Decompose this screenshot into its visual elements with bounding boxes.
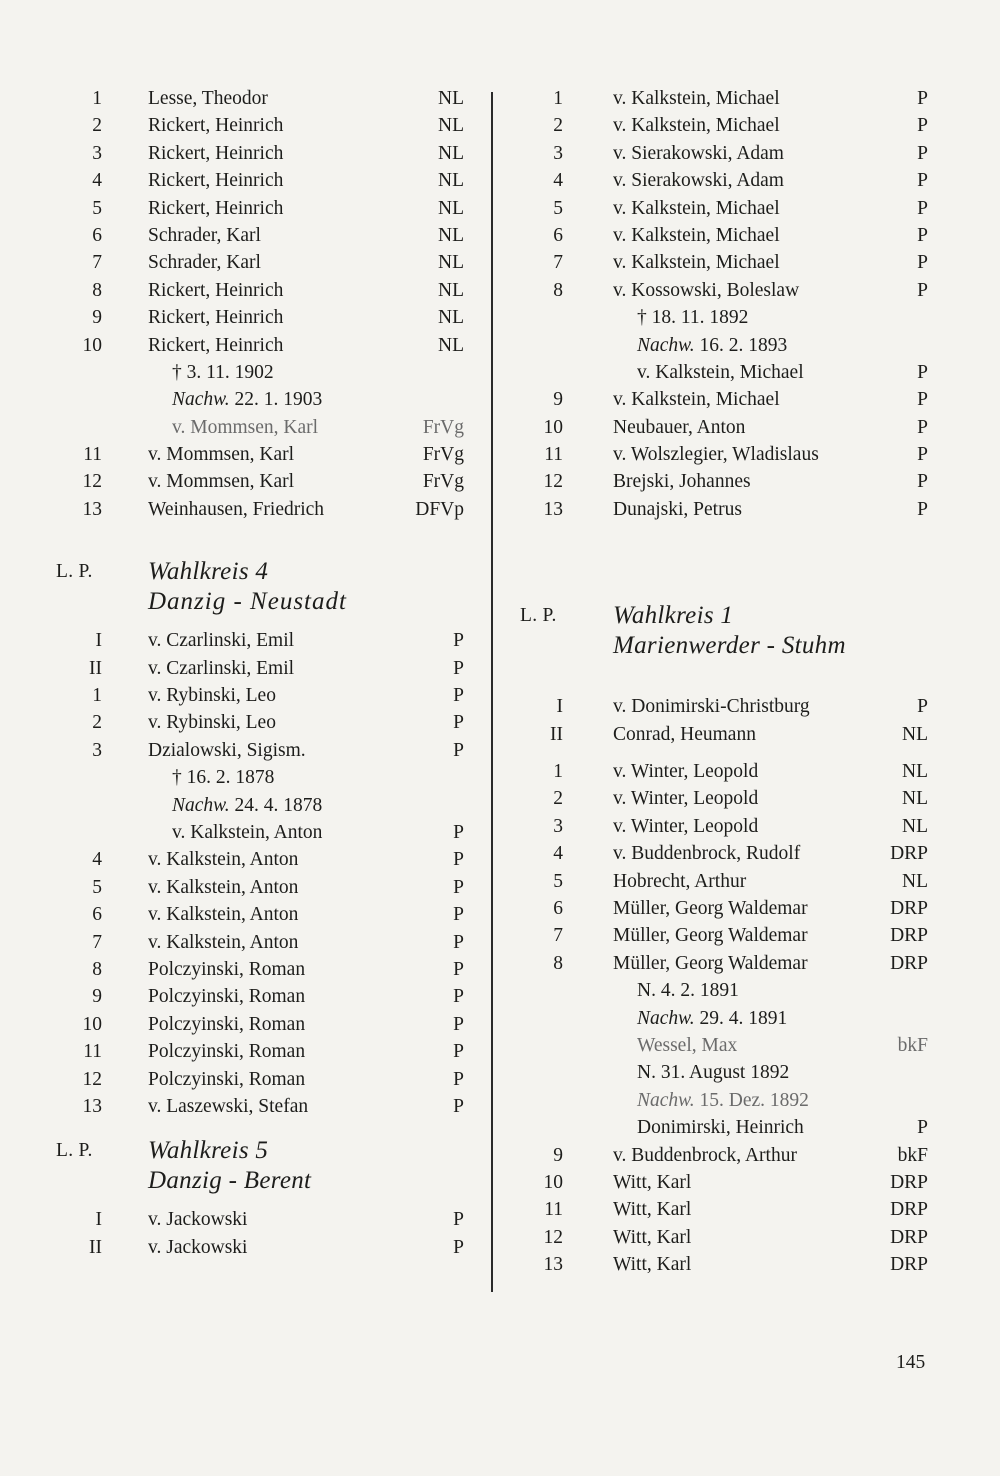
table-row: [495, 693, 1000, 720]
table-row: [495, 868, 1000, 895]
row-number: 12: [82, 471, 102, 493]
deputy-name: v. Mommsen, Karl: [148, 444, 295, 466]
nachwahl-row: v. Mommsen, Karl FrVg: [172, 416, 464, 438]
party-label: P: [917, 416, 928, 438]
wahlkreis-5-list: [0, 1206, 490, 1261]
party-label: P: [453, 904, 464, 926]
party-label: P: [453, 657, 464, 679]
party-label: P: [917, 498, 928, 520]
table-row: [495, 195, 1000, 222]
neuwahl-note-1: N. 4. 2. 1891: [637, 980, 739, 1002]
deputy-name: Rickert, Heinrich: [148, 115, 284, 137]
deputy-name: v. Laszewski, Stefan: [148, 1095, 309, 1117]
row-number: 4: [553, 843, 563, 865]
death-note-right: † 18. 11. 1892: [637, 307, 749, 329]
deputy-name: Neubauer, Anton: [613, 416, 746, 438]
party-label: bkF: [897, 1144, 928, 1166]
row-number: 7: [92, 931, 102, 953]
nachwahl-row-2: Donimirski, Heinrich P: [637, 1117, 928, 1139]
table-row: [495, 222, 1000, 249]
party-label: DRP: [890, 843, 928, 865]
deputy-name: Weinhausen, Friedrich: [148, 498, 325, 520]
row-number: I: [556, 696, 563, 718]
party-label: P: [453, 1041, 464, 1063]
table-row: [0, 441, 490, 468]
table-row: [495, 1142, 1000, 1169]
table-row: [0, 655, 490, 682]
row-number: 1: [553, 761, 563, 783]
party-label: P: [453, 958, 464, 980]
row-number: 11: [544, 1199, 563, 1221]
party-label: NL: [902, 815, 928, 837]
left-top-list-2: [0, 441, 490, 523]
row-number: 9: [92, 307, 102, 329]
table-row: [495, 1169, 1000, 1196]
party-label: NL: [902, 761, 928, 783]
party-label: NL: [438, 224, 464, 246]
wahlkreis-4-heading: L. P. Wahlkreis 4: [56, 558, 269, 586]
party-label: P: [917, 252, 928, 274]
party-label: NL: [438, 279, 464, 301]
party-label: NL: [438, 115, 464, 137]
wahlkreis-1-heading: L. P. Wahlkreis 1: [520, 602, 734, 630]
party-label: NL: [438, 334, 464, 356]
party-label: DRP: [890, 952, 928, 974]
party-label: FrVg: [422, 444, 464, 466]
table-row: [495, 441, 1000, 468]
deputy-name: Rickert, Heinrich: [148, 279, 284, 301]
deputy-name: Müller, Georg Waldemar: [613, 925, 808, 947]
deputy-name: v. Czarlinski, Emil: [148, 657, 295, 679]
party-label: P: [917, 279, 928, 301]
left-column: [0, 85, 490, 1261]
row-number: 3: [553, 815, 563, 837]
row-number: 13: [543, 498, 563, 520]
party-label: NL: [438, 307, 464, 329]
table-row: [495, 813, 1000, 840]
table-row: [0, 983, 490, 1010]
deputy-name: Conrad, Heumann: [613, 723, 756, 745]
party-label: P: [453, 931, 464, 953]
wahlkreis-1-list-a: [495, 693, 1000, 748]
table-row: [0, 709, 490, 736]
nachwahl-note-2: Nachw. 15. Dez. 1892: [637, 1089, 809, 1111]
nachwahl-note-wk4: Nachw. 24. 4. 1878: [172, 794, 323, 816]
table-row: [0, 846, 490, 873]
party-label: P: [453, 1095, 464, 1117]
row-number: 6: [92, 224, 102, 246]
party-label: P: [917, 115, 928, 137]
party-label: NL: [438, 142, 464, 164]
row-number: 2: [92, 115, 102, 137]
deputy-name: Rickert, Heinrich: [148, 197, 284, 219]
row-number: I: [95, 1209, 102, 1231]
deputy-name: v. Mommsen, Karl: [148, 471, 295, 493]
party-label: P: [917, 88, 928, 109]
row-number: 2: [92, 712, 102, 734]
table-row: [0, 140, 490, 167]
wahlkreis-5-heading: L. P. Wahlkreis 5: [56, 1137, 269, 1165]
row-number: 4: [92, 170, 102, 192]
party-label: DRP: [890, 925, 928, 947]
deputy-name: Polczyinski, Roman: [148, 1013, 306, 1035]
deputy-name: v. Wolszlegier, Wladislaus: [613, 444, 819, 466]
party-label: P: [917, 389, 928, 411]
wahlkreis-1-list-c: [495, 1142, 1000, 1279]
row-number: II: [89, 1236, 102, 1258]
table-row: [495, 922, 1000, 949]
party-label: P: [453, 685, 464, 707]
death-note-wk4: † 16. 2. 1878: [172, 767, 275, 789]
wahlkreis-4-list-a: [0, 627, 490, 764]
row-number: 8: [92, 279, 102, 301]
table-row: [0, 195, 490, 222]
row-number: 5: [92, 876, 102, 898]
table-row: [0, 1066, 490, 1093]
party-label: DRP: [890, 1199, 928, 1221]
row-number: 9: [553, 389, 563, 411]
wahlkreis-5-subtitle: Danzig - Berent: [148, 1167, 312, 1195]
deputy-name: v. Kalkstein, Anton: [148, 849, 299, 871]
party-label: NL: [438, 170, 464, 192]
row-number: 8: [553, 952, 563, 974]
deputy-name: Polczyinski, Roman: [148, 986, 306, 1008]
table-row: [495, 386, 1000, 413]
neuwahl-note-2: N. 31. August 1892: [637, 1062, 790, 1084]
row-number: 10: [543, 416, 563, 438]
deputy-name: Witt, Karl: [613, 1199, 692, 1221]
row-number: 7: [553, 252, 563, 274]
deputy-name: Dzialowski, Sigism.: [148, 739, 306, 761]
left-top-list: [0, 85, 490, 359]
party-label: P: [453, 1209, 464, 1231]
table-row: [495, 167, 1000, 194]
table-row: [495, 140, 1000, 167]
wahlkreis-1-subtitle: Marienwerder - Stuhm: [613, 632, 846, 660]
table-row: [495, 895, 1000, 922]
table-row: [495, 758, 1000, 785]
deputy-name: Brejski, Johannes: [613, 471, 751, 493]
deputy-name: Hobrecht, Arthur: [613, 870, 747, 892]
deputy-name: v. Kalkstein, Michael: [613, 224, 780, 246]
table-row: [495, 1224, 1000, 1251]
death-note: † 3. 11. 1902: [172, 361, 274, 383]
table-row: [0, 332, 490, 359]
table-row: [495, 468, 1000, 495]
wahlkreis-4-subtitle: Danzig - Neustadt: [148, 588, 347, 616]
row-number: 1: [553, 88, 563, 109]
deputy-name: Lesse, Theodor: [148, 88, 268, 109]
deputy-name: Rickert, Heinrich: [148, 334, 284, 356]
party-label: DRP: [890, 897, 928, 919]
row-number: 13: [543, 1254, 563, 1276]
table-row: [0, 222, 490, 249]
deputy-name: v. Kossowski, Boleslaw: [613, 279, 800, 301]
party-label: P: [453, 712, 464, 734]
party-label: P: [453, 986, 464, 1008]
table-row: [0, 1234, 490, 1261]
party-label: P: [453, 1236, 464, 1258]
deputy-name: v. Rybinski, Leo: [148, 712, 276, 734]
deputy-name: v. Winter, Leopold: [613, 761, 759, 783]
deputy-name: v. Jackowski: [148, 1209, 248, 1231]
right-top-list-2: [495, 386, 1000, 523]
deputy-name: v. Czarlinski, Emil: [148, 630, 295, 652]
row-number: 5: [553, 197, 563, 219]
table-row: [495, 785, 1000, 812]
deputy-name: Witt, Karl: [613, 1254, 692, 1276]
row-number: 9: [92, 986, 102, 1008]
deputy-name: v. Kalkstein, Anton: [148, 876, 299, 898]
row-number: 3: [92, 739, 102, 761]
row-number: 12: [543, 1226, 563, 1248]
party-label: NL: [438, 252, 464, 274]
nachwahl-note: Nachw. 22. 1. 1903: [172, 389, 323, 411]
party-label: P: [453, 876, 464, 898]
row-number: 3: [92, 142, 102, 164]
row-number: II: [550, 723, 563, 745]
deputy-name: v. Buddenbrock, Rudolf: [613, 843, 801, 865]
deputy-name: v. Kalkstein, Anton: [148, 931, 299, 953]
table-row: [0, 1011, 490, 1038]
row-number: 7: [92, 252, 102, 274]
deputy-name: v. Kalkstein, Michael: [613, 389, 780, 411]
party-label: NL: [438, 197, 464, 219]
deputy-name: Polczyinski, Roman: [148, 958, 306, 980]
row-number: 2: [553, 788, 563, 810]
row-number: 3: [553, 142, 563, 164]
deputy-name: Polczyinski, Roman: [148, 1068, 306, 1090]
row-number: 11: [83, 1041, 102, 1063]
party-label: FrVg: [422, 471, 464, 493]
row-number: I: [95, 630, 102, 652]
row-number: 2: [553, 115, 563, 137]
wahlkreis-1-list-b: [495, 758, 1000, 977]
row-number: 11: [544, 444, 563, 466]
row-number: 8: [553, 279, 563, 301]
row-number: 13: [82, 498, 102, 520]
row-number: 10: [82, 334, 102, 356]
table-row: [0, 496, 490, 523]
table-row: [0, 901, 490, 928]
deputy-name: Rickert, Heinrich: [148, 142, 284, 164]
table-row: [0, 627, 490, 654]
table-row: [0, 304, 490, 331]
deputy-name: Rickert, Heinrich: [148, 170, 284, 192]
party-label: P: [917, 197, 928, 219]
party-label: DRP: [890, 1254, 928, 1276]
row-number: 12: [82, 1068, 102, 1090]
deputy-name: v. Winter, Leopold: [613, 788, 759, 810]
party-label: P: [917, 696, 928, 718]
table-row: [495, 721, 1000, 748]
deputy-name: v. Rybinski, Leo: [148, 685, 276, 707]
table-row: [495, 1196, 1000, 1223]
table-row: [0, 468, 490, 495]
deputy-name: Polczyinski, Roman: [148, 1041, 306, 1063]
party-label: P: [453, 630, 464, 652]
nachwahl-row-right: v. Kalkstein, Michael P: [637, 361, 928, 383]
table-row: [495, 85, 1000, 112]
row-number: 4: [92, 849, 102, 871]
table-row: [495, 840, 1000, 867]
table-row: [0, 929, 490, 956]
party-label: P: [917, 444, 928, 466]
row-number: II: [89, 657, 102, 679]
party-label: NL: [438, 88, 464, 109]
table-row: [0, 1206, 490, 1233]
party-label: NL: [902, 870, 928, 892]
table-row: [0, 682, 490, 709]
table-row: [495, 496, 1000, 523]
party-label: P: [453, 849, 464, 871]
deputy-name: Witt, Karl: [613, 1226, 692, 1248]
table-row: [0, 277, 490, 304]
deputy-name: Witt, Karl: [613, 1171, 692, 1193]
deputy-name: v. Sierakowski, Adam: [613, 142, 784, 164]
deputy-name: v. Kalkstein, Michael: [613, 88, 780, 109]
row-number: 12: [543, 471, 563, 493]
party-label: P: [453, 739, 464, 761]
deputy-name: v. Kalkstein, Michael: [613, 115, 780, 137]
table-row: [495, 277, 1000, 304]
deputy-name: v. Kalkstein, Michael: [613, 252, 780, 274]
table-row: [0, 1093, 490, 1120]
party-label: P: [917, 224, 928, 246]
table-row: [495, 950, 1000, 977]
row-number: 10: [543, 1171, 563, 1193]
deputy-name: Müller, Georg Waldemar: [613, 952, 808, 974]
nachwahl-row-wk4: v. Kalkstein, Anton P: [172, 821, 464, 843]
deputy-name: v. Donimirski-Christburg: [613, 696, 810, 718]
party-label: NL: [902, 723, 928, 745]
deputy-name: v. Kalkstein, Michael: [613, 197, 780, 219]
deputy-name: v. Sierakowski, Adam: [613, 170, 784, 192]
row-number: 6: [553, 897, 563, 919]
deputy-name: Schrader, Karl: [148, 252, 261, 274]
row-number: 13: [82, 1095, 102, 1117]
table-row: [495, 414, 1000, 441]
deputy-name: v. Kalkstein, Anton: [148, 904, 299, 926]
table-row: [0, 1038, 490, 1065]
row-number: 5: [92, 197, 102, 219]
party-label: P: [453, 1013, 464, 1035]
row-number: 1: [92, 685, 102, 707]
table-row: [0, 737, 490, 764]
party-label: NL: [902, 788, 928, 810]
table-row: [0, 249, 490, 276]
nachwahl-note-1: Nachw. 29. 4. 1891: [637, 1007, 788, 1029]
deputy-name: v. Winter, Leopold: [613, 815, 759, 837]
table-row: [0, 874, 490, 901]
party-label: DFVp: [415, 498, 464, 520]
party-label: P: [917, 142, 928, 164]
deputy-name: v. Buddenbrock, Arthur: [613, 1144, 797, 1166]
row-number: 8: [92, 958, 102, 980]
row-number: 1: [92, 88, 102, 109]
table-row: [0, 167, 490, 194]
party-label: P: [917, 471, 928, 493]
right-column: [495, 85, 1000, 1278]
deputy-name: Dunajski, Petrus: [613, 498, 742, 520]
table-row: [495, 112, 1000, 139]
row-number: 11: [83, 444, 102, 466]
nachwahl-note-right: Nachw. 16. 2. 1893: [637, 334, 788, 356]
party-label: P: [917, 170, 928, 192]
deputy-name: Schrader, Karl: [148, 224, 261, 246]
party-label: DRP: [890, 1226, 928, 1248]
column-divider: [491, 92, 493, 1292]
row-number: 7: [553, 925, 563, 947]
party-label: P: [453, 1068, 464, 1090]
nachwahl-row-1: Wessel, Max bkF: [637, 1034, 928, 1056]
row-number: 6: [553, 224, 563, 246]
table-row: [0, 112, 490, 139]
deputy-name: v. Jackowski: [148, 1236, 248, 1258]
deputy-name: Müller, Georg Waldemar: [613, 897, 808, 919]
row-number: 4: [553, 170, 563, 192]
right-top-list: [495, 85, 1000, 304]
row-number: 5: [553, 870, 563, 892]
wahlkreis-4-list-b: [0, 846, 490, 1120]
table-row: [495, 249, 1000, 276]
row-number: 10: [82, 1013, 102, 1035]
table-row: [495, 1251, 1000, 1278]
table-row: [0, 956, 490, 983]
party-label: DRP: [890, 1171, 928, 1193]
deputy-name: Rickert, Heinrich: [148, 307, 284, 329]
table-row: [0, 85, 490, 112]
row-number: 6: [92, 904, 102, 926]
page-number: 145: [896, 1352, 926, 1373]
row-number: 9: [553, 1144, 563, 1166]
